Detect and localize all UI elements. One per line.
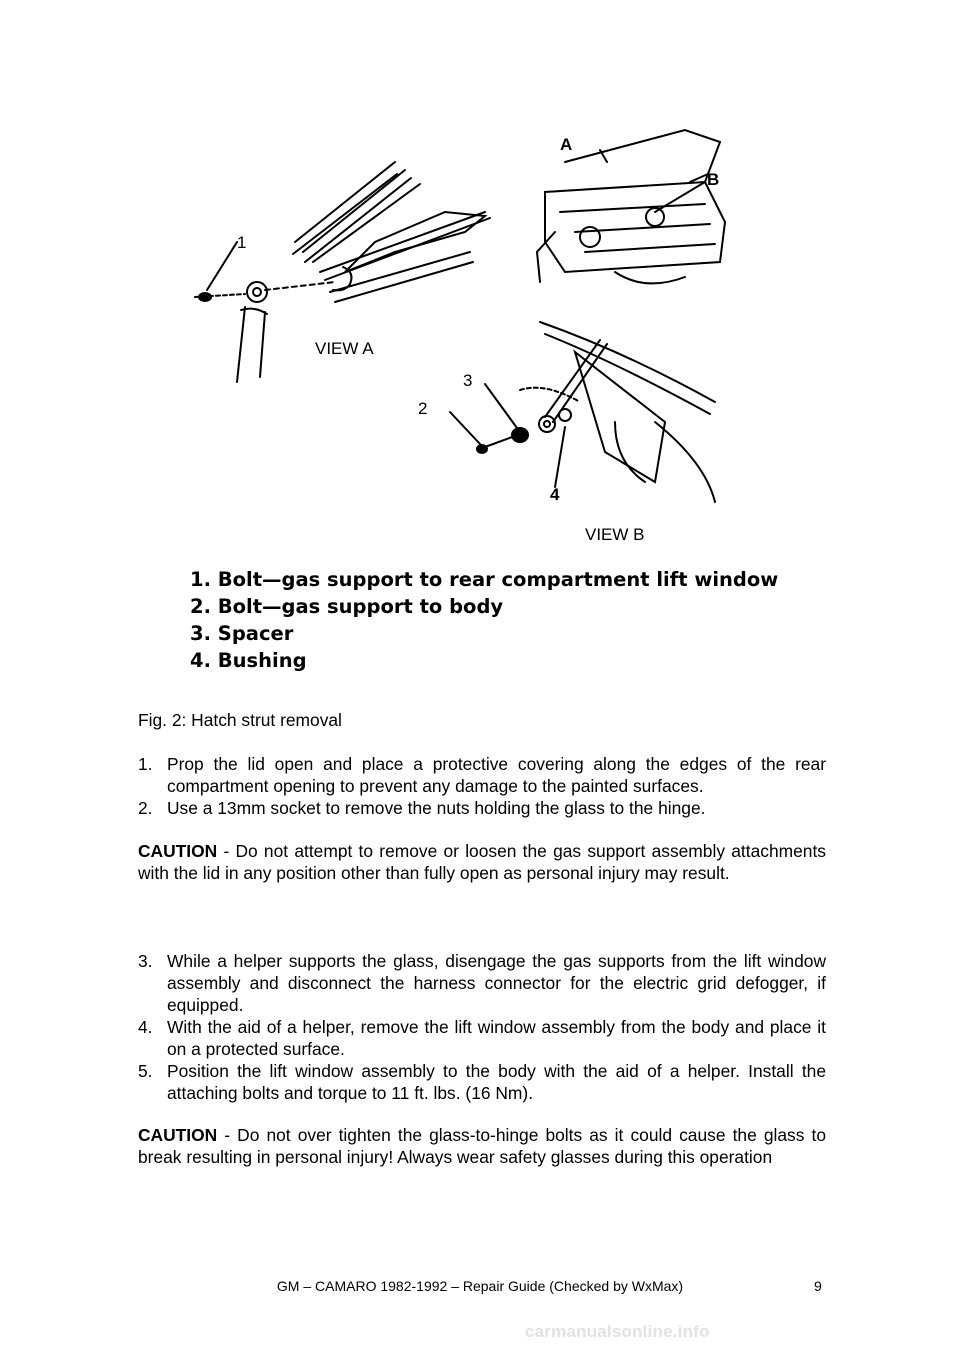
callout-a: A [560, 135, 573, 154]
legend-item: 2. Bolt—gas support to body [190, 595, 504, 618]
list-item: 5. Position the lift window assembly to the body with the aid of a helper. Install the attaching bolts and torque to 11 ft. lbs. (16 Nm). [138, 1061, 826, 1103]
steps-list-a [138, 753, 826, 819]
watermark: carmanualsonline.info [525, 1322, 710, 1341]
view-a-label: VIEW A [315, 339, 374, 358]
list-item: 2. Use a 13mm socket to remove the nuts holding the glass to the hinge. [138, 798, 706, 818]
page-number: 9 [814, 1278, 822, 1294]
callout-b: B [707, 170, 720, 189]
view-b-label: VIEW B [585, 525, 645, 544]
legend-item: 3. Spacer [190, 622, 294, 645]
caution-paragraph-1: CAUTION - Do not attempt to remove or loosen the gas support assembly attachments with the lid in any position other than fully open as personal injury may result. [138, 841, 826, 883]
footer-title: GM – CAMARO 1982-1992 – Repair Guide (Checked by WxMax) [276, 1278, 684, 1294]
legend-item: 1. Bolt—gas support to rear compartment lift window [190, 568, 779, 591]
callout-4: 4 [550, 485, 560, 504]
caution-paragraph-2: CAUTION - Do not over tighten the glass-to-hinge bolts as it could cause the glass to break resulting in personal injury! Always wear safety glasses during this operation [138, 1125, 826, 1167]
caution-label: CAUTION [138, 841, 218, 861]
caution-label: CAUTION [138, 1125, 218, 1145]
figure-caption: Fig. 2: Hatch strut removal [138, 710, 342, 730]
steps-list-b [138, 950, 826, 1104]
list-item: 3. While a helper supports the glass, disengage the gas supports from the lift window assembly and disconnect the harness connector for the electric grid defogger, if equipped. [138, 951, 826, 1015]
callout-1: 1 [237, 233, 247, 252]
list-item: 4. With the aid of a helper, remove the lift window assembly from the body and place it on a protected surface. [138, 1017, 826, 1059]
legend-item: 4. Bushing [190, 649, 307, 672]
callout-2: 2 [418, 399, 428, 418]
callout-3: 3 [463, 371, 473, 390]
figure-legend [190, 566, 778, 674]
list-item: 1. Prop the lid open and place a protective covering along the edges of the rear compartment opening to prevent any damage to the painted surfaces. [138, 754, 826, 796]
